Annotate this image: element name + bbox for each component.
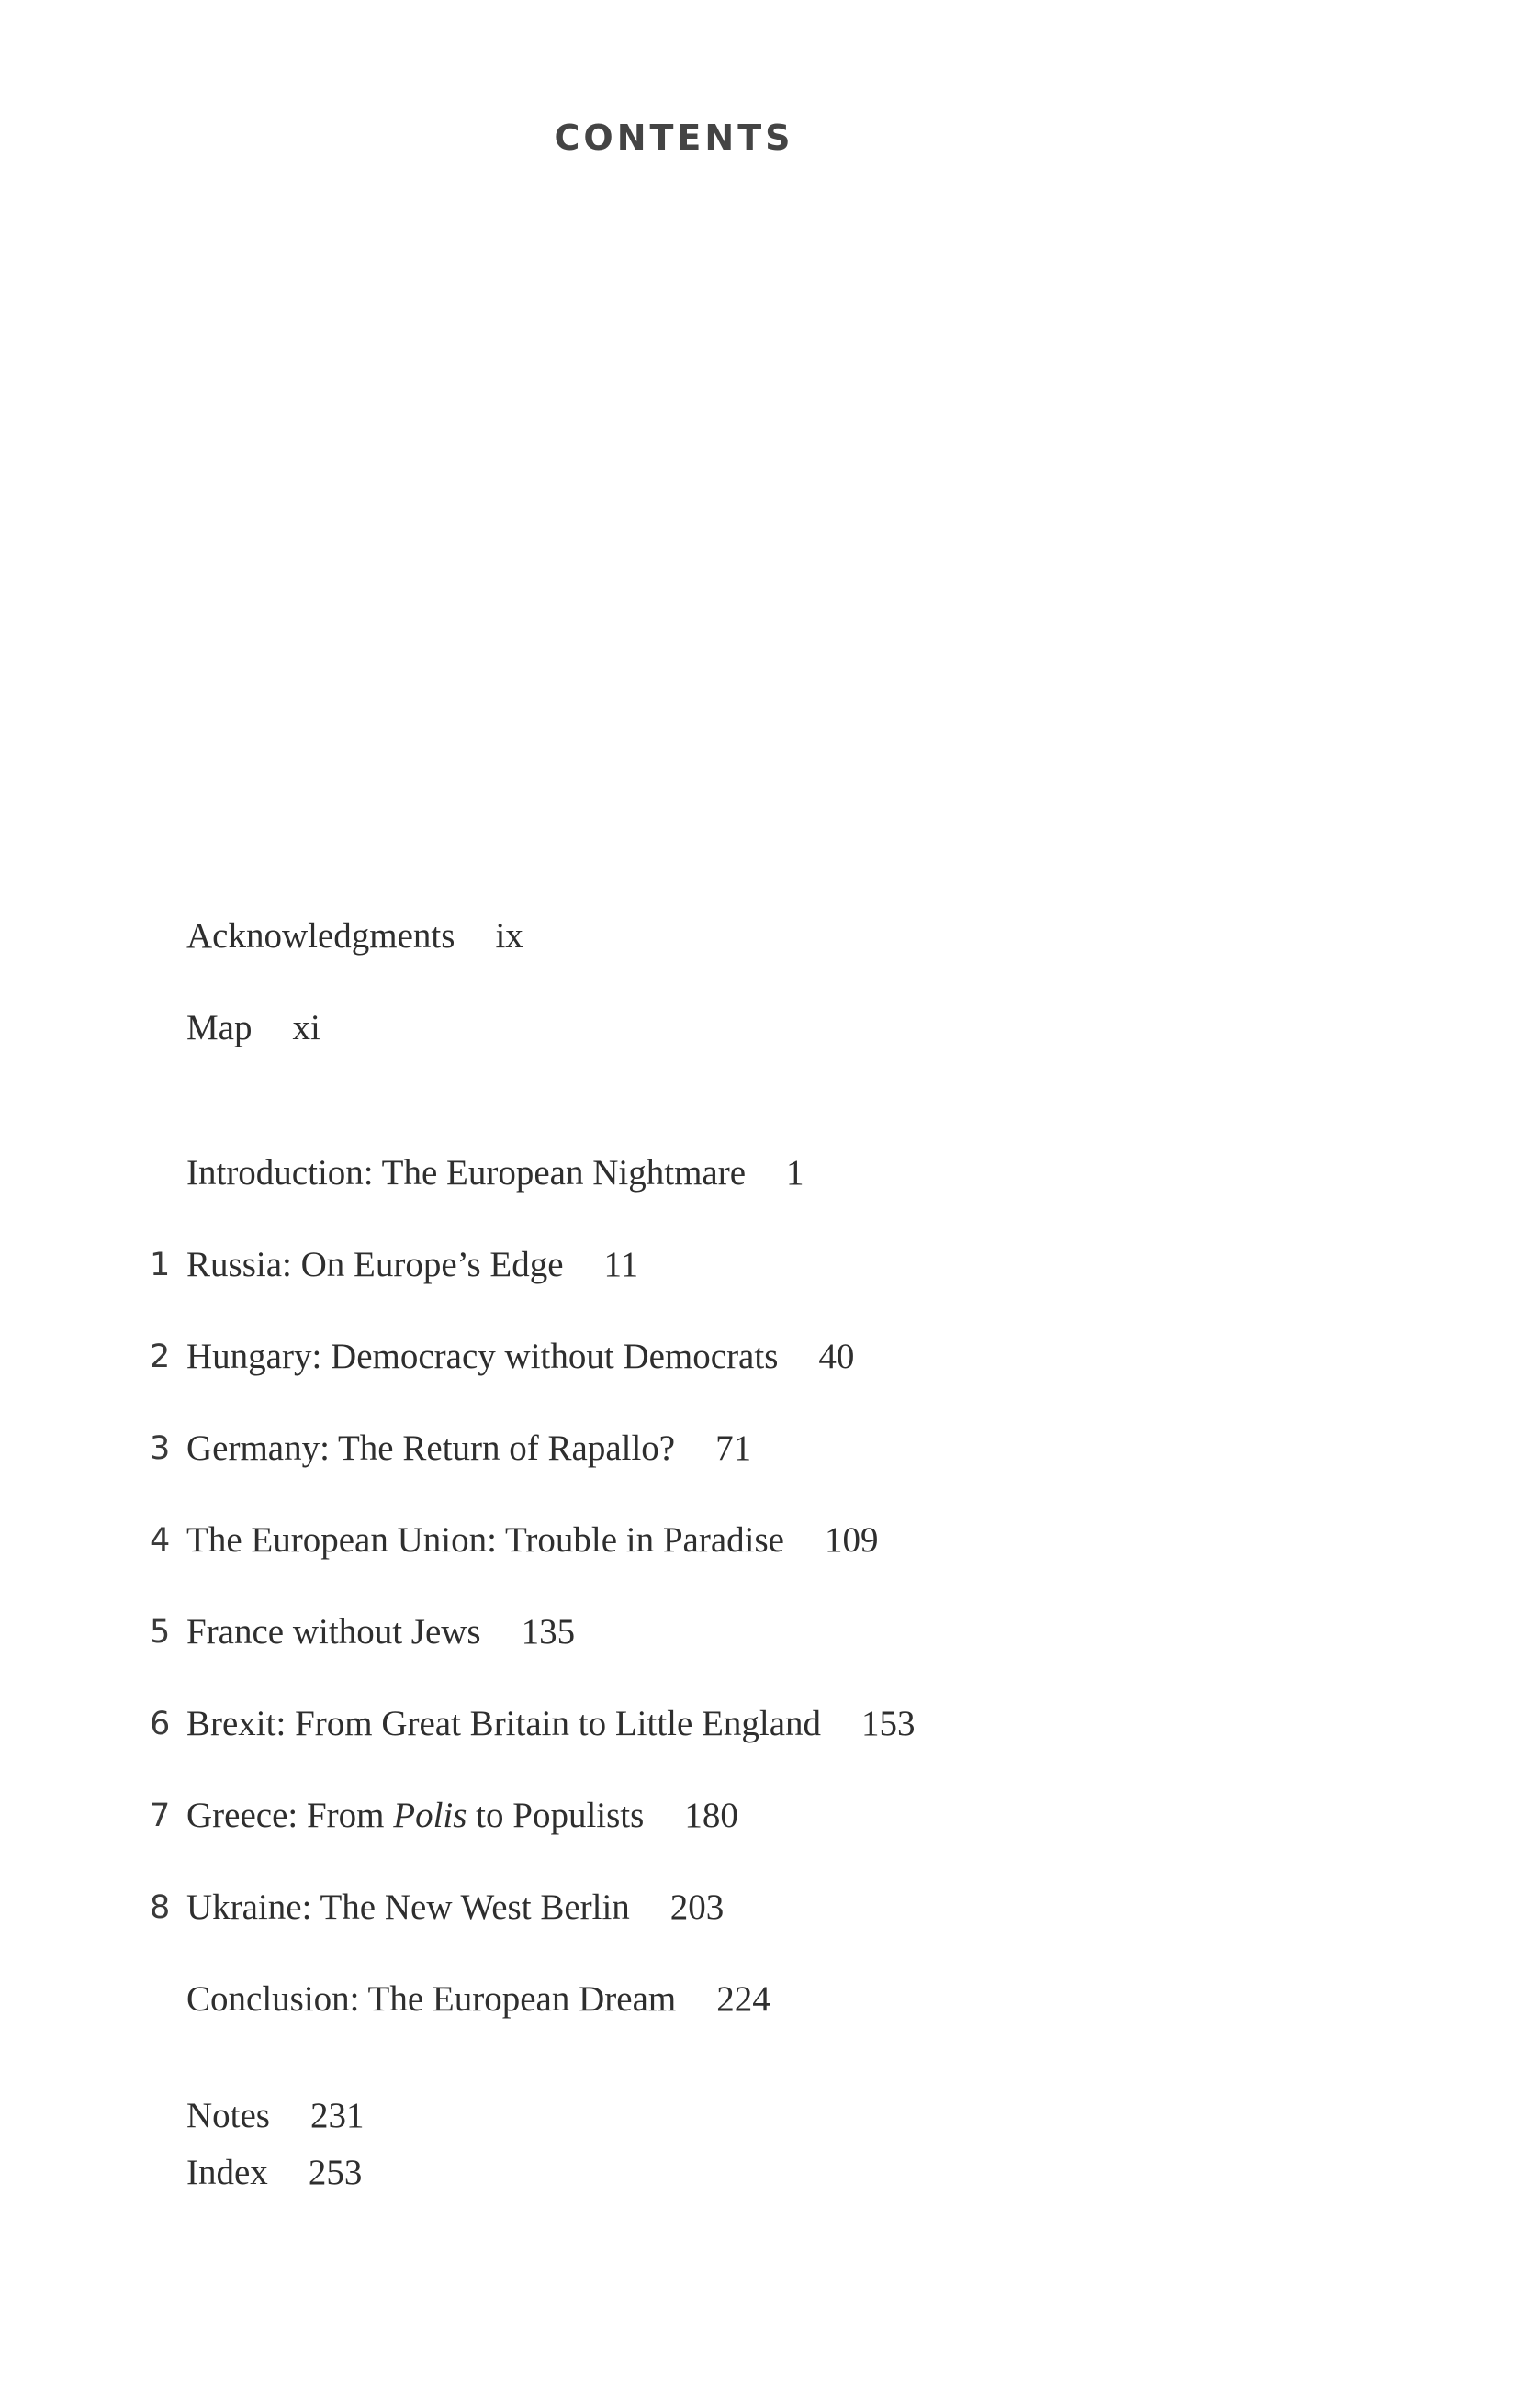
toc-entry-title: Introduction: The European Nightmare	[186, 1153, 747, 1193]
toc-entry-conclusion	[186, 1977, 770, 2022]
toc-entry-title: Brexit: From Great Britain to Little England	[186, 1704, 822, 1743]
toc-entry-page: 203	[669, 1887, 725, 1927]
chapter-number: 4	[150, 1522, 171, 1559]
chapter-number: 6	[150, 1706, 171, 1742]
toc-chapter-6	[150, 1701, 916, 1747]
chapter-number: 8	[150, 1889, 171, 1926]
toc-entry-page: 135	[521, 1612, 576, 1652]
toc-entry-page: 180	[684, 1796, 738, 1835]
toc-entry-page: 11	[603, 1245, 639, 1284]
toc-entry-title: Notes	[186, 2096, 270, 2135]
toc-chapter-5	[150, 1609, 576, 1655]
chapter-number: 5	[150, 1614, 171, 1651]
toc-entry-index	[186, 2150, 362, 2196]
toc-entry-introduction	[186, 1150, 804, 1196]
toc-entry-title: Germany: The Return of Rapallo?	[186, 1428, 676, 1468]
toc-chapter-8	[150, 1885, 725, 1931]
title-part: to Populists	[467, 1796, 645, 1835]
toc-entry-page: xi	[292, 1008, 320, 1047]
chapter-number: 2	[150, 1338, 171, 1375]
toc-chapter-3	[150, 1426, 752, 1472]
toc-entry-page: 253	[308, 2153, 363, 2192]
chapter-number: 3	[150, 1430, 171, 1467]
toc-chapter-1	[150, 1242, 639, 1288]
chapter-number: 7	[150, 1798, 171, 1834]
toc-entry-title: France without Jews	[186, 1612, 481, 1652]
toc-entry-page: 40	[818, 1337, 855, 1376]
toc-entry-title: Acknowledgments	[186, 916, 455, 956]
toc-entry-page: 71	[715, 1428, 752, 1468]
toc-entry-title: Index	[186, 2153, 268, 2192]
toc-entry-title: Russia: On Europe’s Edge	[186, 1245, 564, 1284]
page-title: CONTENTS	[554, 118, 794, 158]
toc-entry-page: 153	[861, 1704, 916, 1743]
toc-entry-title: Ukraine: The New West Berlin	[186, 1887, 630, 1927]
toc-chapter-7	[150, 1793, 738, 1839]
toc-entry-title: Hungary: Democracy without Democrats	[186, 1337, 779, 1376]
toc-entry-map	[186, 1005, 320, 1051]
toc-entry-acknowledgments	[186, 913, 523, 959]
toc-entry-notes	[186, 2093, 365, 2139]
toc-entry-page: ix	[495, 916, 523, 956]
toc-entry-title	[186, 1796, 644, 1835]
toc-entry-page: 231	[310, 2096, 365, 2135]
toc-chapter-4	[150, 1518, 879, 1563]
toc-entry-title: Conclusion: The European Dream	[186, 1979, 677, 2019]
toc-entry-page: 224	[716, 1979, 770, 2019]
toc-entry-title: Map	[186, 1008, 253, 1047]
toc-entry-title: The European Union: Trouble in Paradise	[186, 1520, 784, 1560]
toc-entry-page: 109	[824, 1520, 879, 1560]
chapter-number: 1	[150, 1247, 171, 1283]
toc-chapter-2	[150, 1334, 855, 1380]
title-italic-word: Polis	[393, 1796, 467, 1835]
toc-entry-page: 1	[786, 1153, 804, 1193]
title-part: Greece: From	[186, 1796, 394, 1835]
